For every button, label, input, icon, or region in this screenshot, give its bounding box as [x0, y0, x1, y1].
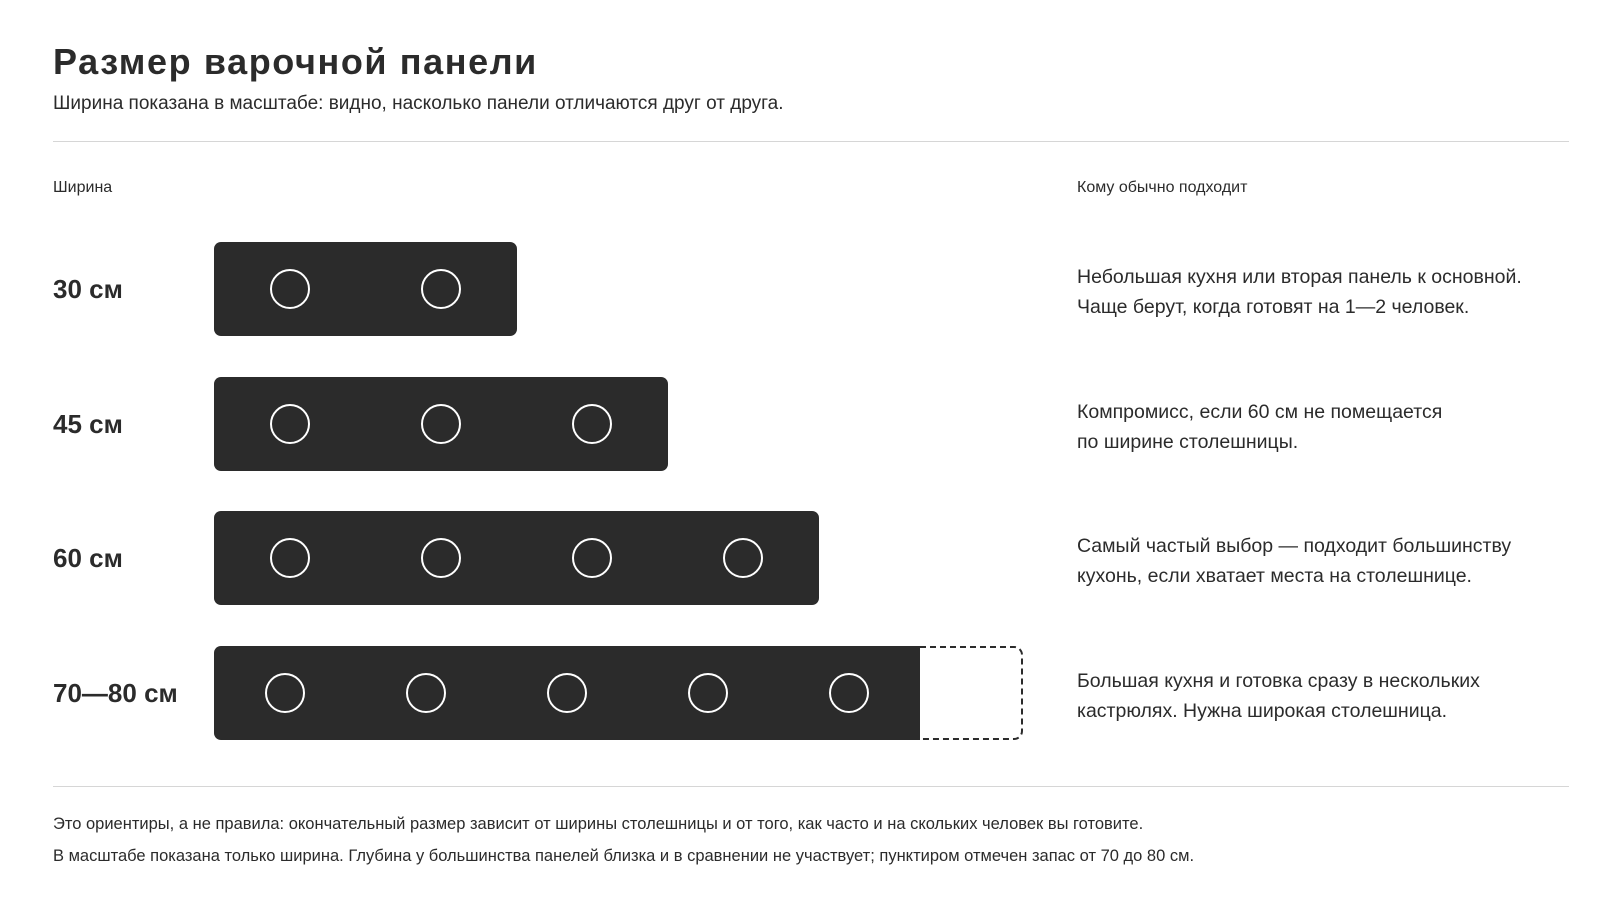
burner-icon	[547, 673, 587, 713]
footer-note-scale: В масштабе показана только ширина. Глубина у большинства панелей близка и в сравнении не участвует; пунктиром отмечен запас от 70 до 80 см.	[53, 847, 1195, 865]
bottom-divider	[53, 786, 1569, 787]
burner-icon	[829, 673, 869, 713]
description-line: кухонь, если хватает места на столешнице.	[1077, 565, 1472, 587]
burner-icon	[406, 673, 446, 713]
footer-note-guidelines: Это ориентиры, а не правила: окончательный размер зависит от ширины столешницы и от того, как часто и на скольких человек вы готовите.	[53, 815, 1144, 833]
description-line: кастрюлях. Нужна широкая столешница.	[1077, 700, 1448, 722]
panel-description	[1077, 397, 1442, 457]
description-line: Большая кухня и готовка сразу в нескольких	[1077, 670, 1480, 692]
top-divider	[53, 141, 1569, 142]
panel-row	[0, 511, 1600, 605]
panel-row	[0, 377, 1600, 471]
hob-panel	[214, 377, 668, 471]
panel-width-label: 45 см	[53, 409, 123, 439]
burner-icon	[421, 538, 461, 578]
panel-description	[1077, 531, 1511, 591]
panel-width-label: 70—80 см	[53, 678, 178, 708]
column-header-width: Ширина	[53, 179, 113, 196]
description-line: Компромисс, если 60 см не помещается	[1077, 401, 1443, 423]
hob-panel	[214, 646, 920, 740]
burner-icon	[572, 538, 612, 578]
page-subtitle: Ширина показана в масштабе: видно, насколько панели отличаются друг от друга.	[53, 93, 784, 114]
burner-icon	[270, 538, 310, 578]
burner-icon	[270, 404, 310, 444]
column-header-fit: Кому обычно подходит	[1077, 179, 1248, 196]
description-line: по ширине столешницы.	[1077, 431, 1299, 453]
hob-panel	[214, 242, 517, 336]
burner-icon	[270, 269, 310, 309]
burner-icon	[265, 673, 305, 713]
panel-row	[0, 242, 1600, 336]
width-reserve-dashed	[920, 646, 1023, 740]
page-title: Размер варочной панели	[53, 41, 538, 82]
panel-description	[1077, 666, 1480, 726]
burner-icon	[572, 404, 612, 444]
panel-width-label: 30 см	[53, 274, 123, 304]
burner-icon	[688, 673, 728, 713]
hob-panel	[214, 511, 819, 605]
description-line: Самый частый выбор — подходит большинству	[1077, 535, 1512, 557]
burner-icon	[421, 269, 461, 309]
burner-icon	[421, 404, 461, 444]
panel-row	[0, 646, 1600, 740]
panel-width-label: 60 см	[53, 543, 123, 573]
burner-icon	[723, 538, 763, 578]
panel-description	[1077, 262, 1522, 322]
description-line: Чаще берут, когда готовят на 1—2 человек.	[1077, 296, 1470, 318]
description-line: Небольшая кухня или вторая панель к основной.	[1077, 266, 1522, 288]
